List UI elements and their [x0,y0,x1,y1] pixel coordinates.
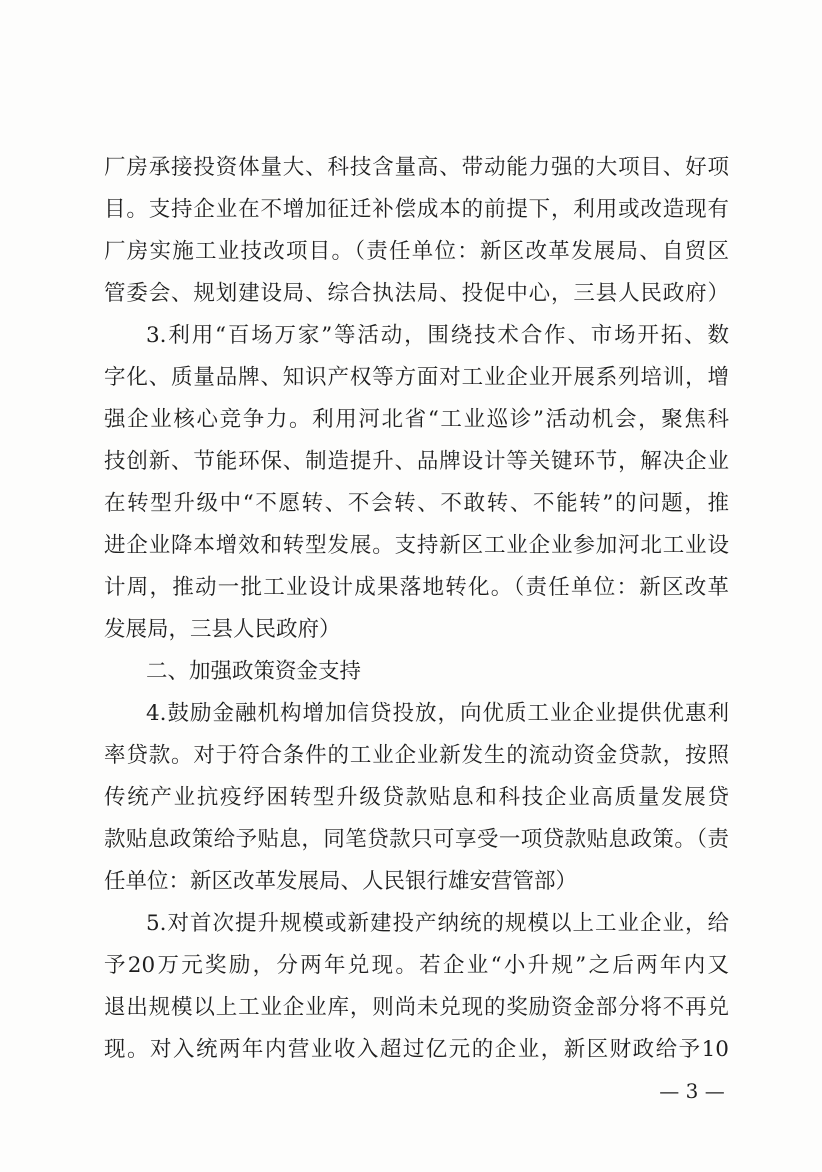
text-line: 率贷款。对于符合条件的工业企业新发生的流动资金贷款，按照 [104,743,729,768]
paragraph-start-line: 3.利用“百场万家”等活动，围绕技术合作、市场开拓、数 [146,323,729,348]
section-heading: 二、加强政策资金支持 [146,659,362,684]
text-line: 管委会、规划建设局、综合执法局、投促中心，三县人民政府） [104,281,729,306]
text-line: 厂房承接投资体量大、科技含量高、带动能力强的大项目、好项 [104,155,729,180]
text-line: 传统产业抗疫纾困转型升级贷款贴息和科技企业高质量发展贷 [104,785,729,810]
paragraph-start-line: 4.鼓励金融机构增加信贷投放，向优质工业企业提供优惠利 [146,701,729,726]
text-line: 在转型升级中“不愿转、不会转、不敢转、不能转”的问题，推 [104,491,729,516]
page-number: — 3 — [659,1079,725,1103]
text-line: 发展局，三县人民政府） [104,617,341,642]
text-line: 予20万元奖励，分两年兑现。若企业“小升规”之后两年内又 [104,953,729,978]
text-line: 现。对入统两年内营业收入超过亿元的企业，新区财政给予10 [104,1037,729,1062]
text-line: 款贴息政策给予贴息，同笔贷款只可享受一项贷款贴息政策。（责 [104,827,729,852]
text-line: 技创新、节能环保、制造提升、品牌设计等关键环节，解决企业 [104,449,729,474]
paragraph-start-line: 5.对首次提升规模或新建投产纳统的规模以上工业企业，给 [146,911,729,936]
text-line: 计周，推动一批工业设计成果落地转化。（责任单位：新区改革 [104,575,729,600]
text-line: 退出规模以上工业企业库，则尚未兑现的奖励资金部分将不再兑 [104,995,729,1020]
text-line: 进企业降本增效和转型发展。支持新区工业企业参加河北工业设 [104,533,729,558]
text-line: 字化、质量品牌、知识产权等方面对工业企业开展系列培训，增 [104,365,729,390]
text-line: 任单位：新区改革发展局、人民银行雄安营管部） [104,869,578,894]
text-line: 强企业核心竞争力。利用河北省“工业巡诊”活动机会，聚焦科 [104,407,729,432]
text-line: 厂房实施工业技改项目。（责任单位：新区改革发展局、自贸区 [104,239,729,264]
text-line: 目。支持企业在不增加征迁补偿成本的前提下，利用或改造现有 [104,197,729,222]
